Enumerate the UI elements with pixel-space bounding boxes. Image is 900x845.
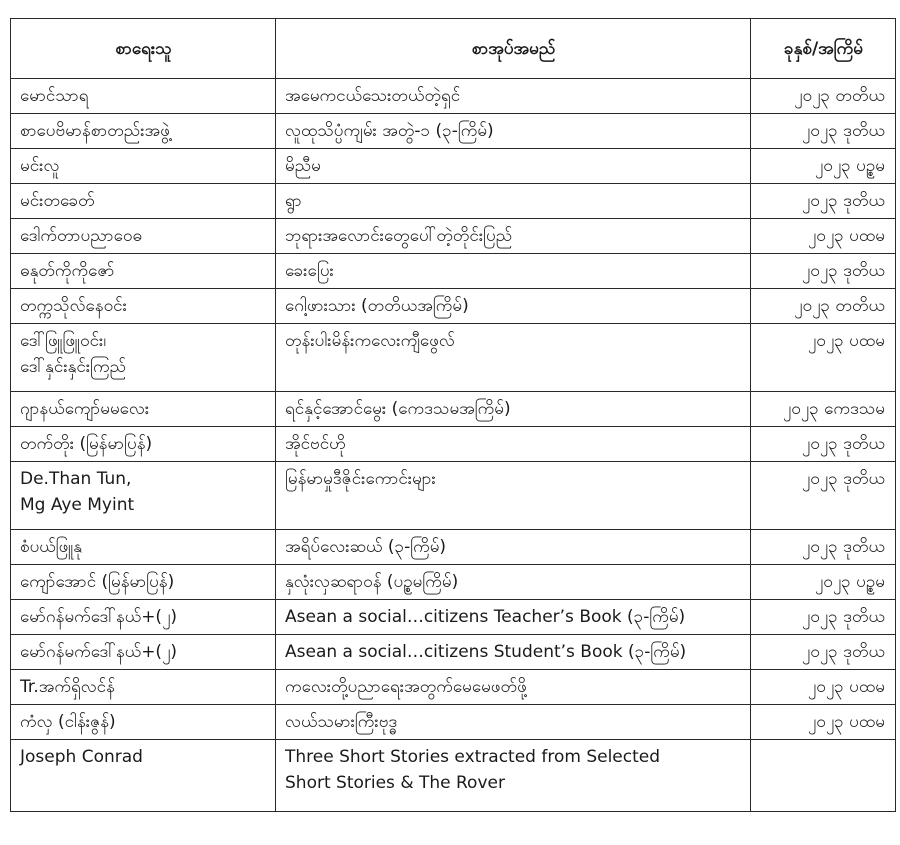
author-cell: ဒေါက်တာပညာဝေဓ (11, 219, 276, 254)
title-cell: အိုင်ဗင်ဟို (276, 427, 751, 462)
title-cell: ခေးပြေး (276, 254, 751, 289)
table-row (11, 392, 896, 427)
author-cell: စံပယ်ဖြူနု (11, 530, 276, 565)
year-cell: ၂၀၂၃ ပထမ (751, 219, 896, 254)
year-cell: ၂၀၂၃ ဒုတိယ (751, 635, 896, 670)
title-cell: မိညီမ (276, 149, 751, 184)
year-cell: ၂၀၂၃ ဒုတိယ (751, 530, 896, 565)
title-cell: Asean a social…citizens Student’s Book (၃-ကြိမ်) (276, 635, 751, 670)
title-cell: လူထုသိပ္ပံကျမ်း အတွဲ-၁ (၃-ကြိမ်) (276, 114, 751, 149)
table-row (11, 635, 896, 670)
year-cell: ၂၀၂၃ ကေဒသမ (751, 392, 896, 427)
year-cell: ၂၀၂၃ ပဥ္စမ (751, 149, 896, 184)
year-cell: ၂၀၂၃ ဒုတိယ (751, 427, 896, 462)
author-cell: မင်းလူ (11, 149, 276, 184)
table-row (11, 530, 896, 565)
table-row (11, 705, 896, 740)
title-cell: ဘုရားအလောင်းတွေပေါ်တဲ့တိုင်းပြည် (276, 219, 751, 254)
year-cell: ၂၀၂၃ ဒုတိယ (751, 114, 896, 149)
author-cell: Joseph Conrad (11, 740, 276, 812)
title-cell: ရင်နှင့်အောင်မွေး (ကေဒသမအကြိမ်) (276, 392, 751, 427)
title-cell: Asean a social…citizens Teacher’s Book (၃-ကြိမ်) (276, 600, 751, 635)
table-row (11, 324, 896, 392)
author-cell: မင်းတခေတ် (11, 184, 276, 219)
author-cell: တက်တိုး (မြန်မာပြန်) (11, 427, 276, 462)
title-cell: Three Short Stories extracted from Selected Short Stories & The Rover (276, 740, 751, 812)
table-row (11, 289, 896, 324)
title-cell: ကလေးတို့ပညာရေးအတွက်မေမေဖတ်ဖို့ (276, 670, 751, 705)
author-cell: စာပေဗိမာန်စာတည်းအဖွဲ့ (11, 114, 276, 149)
table-row (11, 79, 896, 114)
title-cell: အရိပ်လေးဆယ် (၃-ကြိမ်) (276, 530, 751, 565)
author-cell: ဒေါ်ဖြူဖြူဝင်း၊ ဒေါ်နှင်းနှင်းကြည် (11, 324, 276, 392)
author-cell: မောင်သာရ (11, 79, 276, 114)
title-cell: ရွာ (276, 184, 751, 219)
author-cell: Tr.အက်ရှိလင်န် (11, 670, 276, 705)
books-table (10, 18, 896, 812)
table-row (11, 670, 896, 705)
author-cell: တက္ကသိုလ်နေဝင်း (11, 289, 276, 324)
author-cell: ကျော်အောင် (မြန်မာပြန်) (11, 565, 276, 600)
table-row (11, 427, 896, 462)
year-cell: ၂၀၂၃ တတိယ (751, 79, 896, 114)
header-row (11, 19, 896, 79)
table-row (11, 600, 896, 635)
title-cell: တုန်းပါးမိန်းကလေးကျီဖွေလ် (276, 324, 751, 392)
title-cell: အမေကငယ်သေးတယ်တဲ့ရှင် (276, 79, 751, 114)
table-row (11, 565, 896, 600)
table-row (11, 219, 896, 254)
author-cell: မော်ဂန်မက်ဒေါ်နယ်+(၂) (11, 600, 276, 635)
year-cell: ၂၀၂၃ ပဥ္စမ (751, 565, 896, 600)
year-cell: ၂၀၂၃ ဒုတိယ (751, 254, 896, 289)
title-cell: မြန်မာမှုဒီဇိုင်းကောင်းများ (276, 462, 751, 530)
table-row (11, 149, 896, 184)
title-cell: နှလုံးလှဆရာဝန် (ပဥ္စမကြိမ်) (276, 565, 751, 600)
author-cell: ဂျာနယ်ကျော်မမလေး (11, 392, 276, 427)
header-author: စာရေးသူ (11, 19, 276, 79)
table-row (11, 740, 896, 812)
author-cell: De.Than Tun, Mg Aye Myint (11, 462, 276, 530)
table-row (11, 184, 896, 219)
year-cell: ၂၀၂၃ ဒုတိယ (751, 462, 896, 530)
year-cell: ၂၀၂၃ ဒုတိယ (751, 184, 896, 219)
year-cell: ၂၀၂၃ ပထမ (751, 324, 896, 392)
author-cell: ဓနုတ်ကိုကိုဇော် (11, 254, 276, 289)
header-title: စာအုပ်အမည် (276, 19, 751, 79)
year-cell: ၂၀၂၃ တတိယ (751, 289, 896, 324)
title-cell: ဂေါ့ဖားသား (တတိယအကြိမ်) (276, 289, 751, 324)
table-row (11, 462, 896, 530)
header-year: ခုနှစ်/အကြိမ် (751, 19, 896, 79)
year-cell: ၂၀၂၃ ပထမ (751, 705, 896, 740)
title-cell: လယ်သမားကြီးဗုဒ္ဓ (276, 705, 751, 740)
author-cell: မော်ဂန်မက်ဒေါ်နယ်+(၂) (11, 635, 276, 670)
year-cell (751, 740, 896, 812)
author-cell: ကံလှ (ငါန်းဇွန်) (11, 705, 276, 740)
table-row (11, 114, 896, 149)
year-cell: ၂၀၂၃ ပထမ (751, 670, 896, 705)
table-row (11, 254, 896, 289)
year-cell: ၂၀၂၃ ဒုတိယ (751, 600, 896, 635)
